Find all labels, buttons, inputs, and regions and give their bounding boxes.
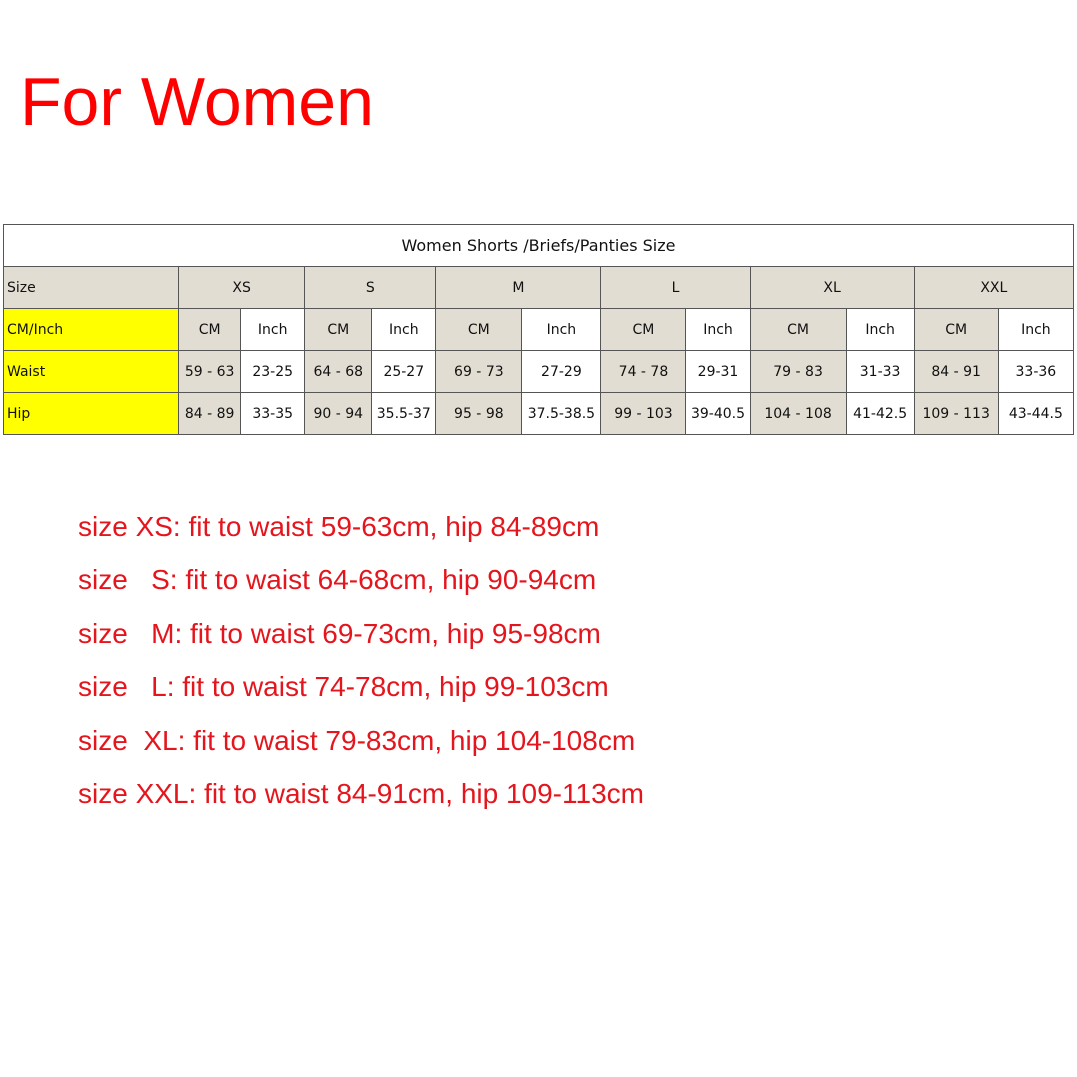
table-cell: 69 - 73 [436,351,522,393]
unit-header: Inch [372,309,436,351]
table-cell: 39-40.5 [686,393,750,435]
table-title: Women Shorts /Briefs/Panties Size [4,225,1074,267]
unit-header: CM [179,309,241,351]
table-cell: 29-31 [686,351,750,393]
table-row-waist [4,351,1074,393]
size-header-l: L [601,267,750,309]
fit-notes-list [78,505,644,825]
size-chart-table [3,224,1074,435]
table-cell: 84 - 91 [914,351,998,393]
fit-note-xl: size XL: fit to waist 79-83cm, hip 104-108cm [78,724,636,756]
row-label-waist: Waist [4,351,179,393]
size-header-xs: XS [179,267,305,309]
table-cell: 25-27 [372,351,436,393]
fit-note-m: size M: fit to waist 69-73cm, hip 95-98cm [78,617,601,649]
unit-header: CM [914,309,998,351]
size-header-m: M [436,267,601,309]
fit-note-l: size L: fit to waist 74-78cm, hip 99-103cm [78,671,609,703]
unit-header: CM [750,309,846,351]
fit-note-xxl: size XXL: fit to waist 84-91cm, hip 109-113cm [78,777,644,809]
table-cell: 79 - 83 [750,351,846,393]
unit-header: Inch [686,309,750,351]
unit-header: Inch [522,309,601,351]
size-header-s: S [305,267,436,309]
fit-note-s: size S: fit to waist 64-68cm, hip 90-94cm [78,564,597,596]
table-cell: 99 - 103 [601,393,686,435]
unit-header: Inch [241,309,305,351]
table-cell: 90 - 94 [305,393,372,435]
size-header-xl: XL [750,267,914,309]
table-cell: 43-44.5 [998,393,1073,435]
unit-row-label: CM/Inch [4,309,179,351]
page-title: For Women [20,64,374,140]
table-cell: 95 - 98 [436,393,522,435]
row-label-hip: Hip [4,393,179,435]
table-cell: 64 - 68 [305,351,372,393]
fit-note-xs: size XS: fit to waist 59-63cm, hip 84-89cm [78,511,600,542]
unit-header: CM [305,309,372,351]
table-cell: 27-29 [522,351,601,393]
table-cell: 59 - 63 [179,351,241,393]
unit-header: Inch [846,309,914,351]
table-cell: 23-25 [241,351,305,393]
size-header-xxl: XXL [914,267,1073,309]
table-row-hip [4,393,1074,435]
table-cell: 37.5-38.5 [522,393,601,435]
table-cell: 84 - 89 [179,393,241,435]
size-row-label: Size [4,267,179,309]
table-cell: 33-35 [241,393,305,435]
table-cell: 35.5-37 [372,393,436,435]
unit-header: CM [436,309,522,351]
table-cell: 109 - 113 [914,393,998,435]
unit-header: CM [601,309,686,351]
table-cell: 74 - 78 [601,351,686,393]
table-cell: 104 - 108 [750,393,846,435]
table-cell: 33-36 [998,351,1073,393]
table-cell: 41-42.5 [846,393,914,435]
table-cell: 31-33 [846,351,914,393]
unit-header: Inch [998,309,1073,351]
